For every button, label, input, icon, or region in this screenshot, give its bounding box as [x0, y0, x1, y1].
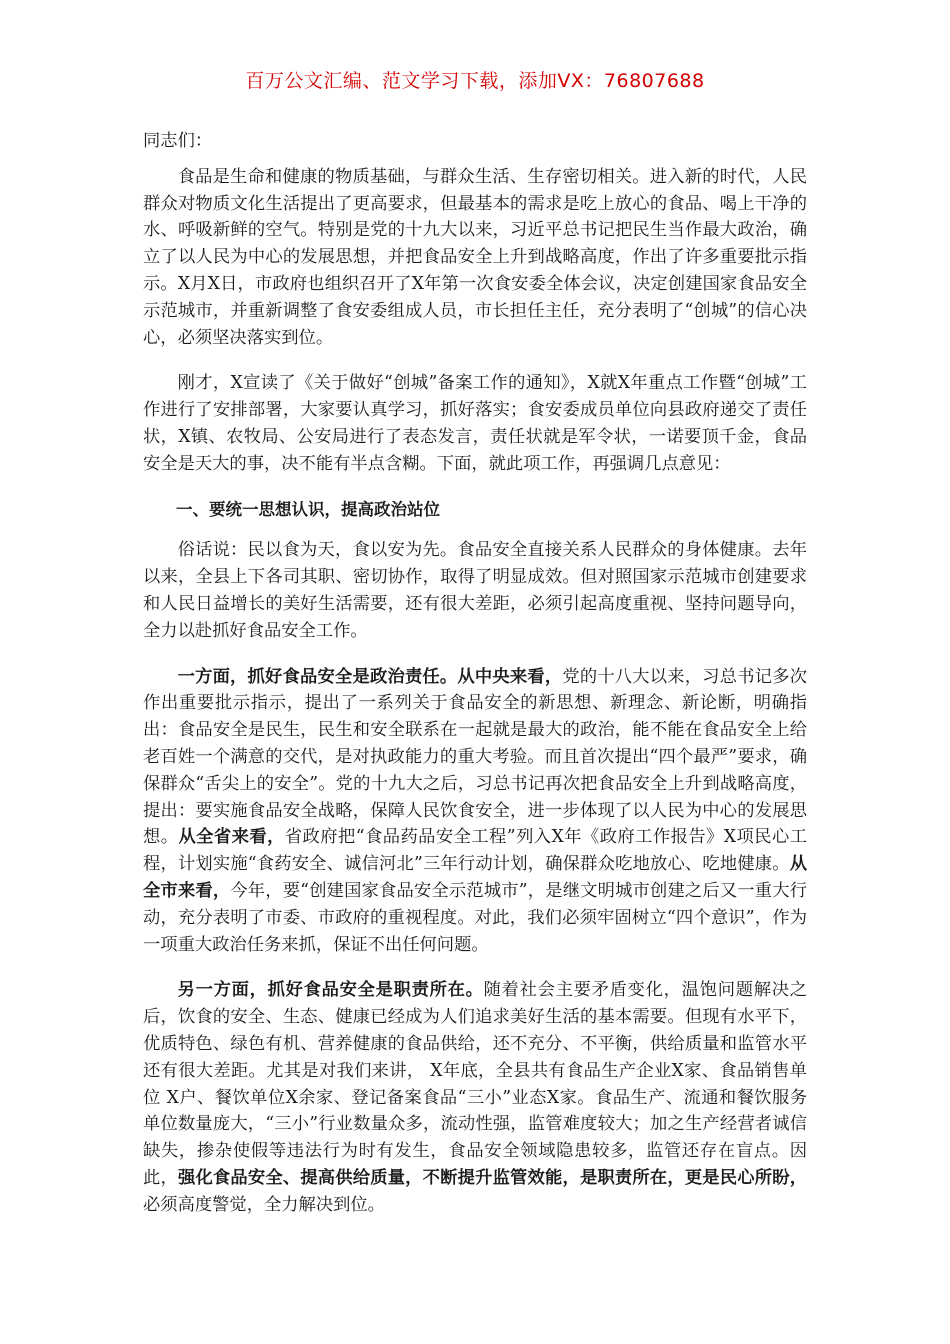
watermark-banner: 百万公文汇编、范文学习下载，添加VX：76807688 — [245, 70, 705, 92]
salutation: 同志们： — [143, 131, 213, 151]
text-central: 党的十八大以来，习总书记多次作出重要批示指示，提出了一系列关于食品安全的新思想、新理念、新论断，明确指出：食品安全是民生，民生和安全联系在一起就是最大的政治，能不能在食品安全上给老百姓一个满意的交代，是对执政能力的重大考验。而且首次提出“四个最严”要求，确保群众“舌尖上的安全”。党的十九大之后，习总书记再次把食品安全上升到战略高度，提出：要实施食品安全战略，保障人民饮食安全，进一步体现了以人民为中心的发展思想。 — [143, 666, 807, 848]
text-duty: 随着社会主要矛盾变化，温饱问题解决之后，饮食的安全、生态、健康已经成为人们追求美好生活的基本需要。但现有水平下，优质特色、绿色有机、营养健康的食品供给，还不充分、不平衡，供给质量和监管水平还有很大差距。尤其是对我们来讲， X年底，全县共有食品生产企业X家、食品销售单位 X户、餐饮单位X余家、登记备案食品“三小”业态X家。食品生产、流通和餐饮服务单位数量庞大，“三小”行业数量众多，流动性强，监管难度较大；加之生产经营者诚信缺失，掺杂使假等违法行为时有发生，食品安全领域隐患较多，监管还存在盲点。因此， — [143, 980, 807, 1188]
paragraph-duty — [143, 977, 807, 1218]
document-body — [143, 128, 807, 1237]
text-city: 今年，要“创建国家食品安全示范城市”，是继文明城市创建之后又一重大行动，充分表明了市委、市政府的重视程度。对此，我们必须牢固树立“四个意识”，作为一项重大政治任务来抓，保证不出任何问题。 — [143, 880, 807, 955]
text-conclusion: 必须高度警觉，全力解决到位。 — [143, 1194, 385, 1215]
bold-conclusion: 强化食品安全、提高供给质量，不断提升监管效能，是职责所在，更是民心所盼， — [177, 1167, 807, 1188]
bold-lead-city: 从全市来看， — [143, 854, 807, 901]
paragraph-context: 刚才，X宣读了《关于做好“创城”备案工作的通知》，X就X年重点工作暨“创城”工作进行了安排部署，大家要认真学习，抓好落实；食安委成员单位向县政府递交了责任状，X镇、农牧局、公安局进行了表态发言，责任状就是军令状，一诺要顶千金，食品安全是天大的事，决不能有半点含糊。下面，就此项工作，再强调几点意见： — [143, 373, 807, 474]
bold-lead-duty: 另一方面，抓好食品安全是职责所在。 — [177, 980, 484, 1001]
paragraph-political-responsibility — [143, 664, 807, 959]
paragraph-intro: 食品是生命和健康的物质基础，与群众生活、生存密切相关。进入新的时代，人民群众对物质文化生活提出了更高要求，但最基本的需求是吃上放心的食品、喝上干净的水、呼吸新鲜的空气。特别是党的十九大以来，习近平总书记把民生当作最大政治，确立了以人民为中心的发展思想，并把食品安全上升到战略高度，作出了许多重要批示指示。X月X日，市政府也组织召开了X年第一次食安委全体会议，决定创建国家食品安全示范城市，并重新调整了食安委组成人员，市长担任主任，充分表明了“创城”的信心决心，必须坚决落实到位。 — [143, 166, 807, 348]
text-province: 省政府把“食品药品安全工程”列入X年《政府工作报告》X项民心工程，计划实施“食药安全、诚信河北”三年行动计划，确保群众吃地放心、吃地健康。 — [143, 827, 807, 875]
bold-lead-province: 从全省来看， — [178, 827, 285, 848]
bold-lead-central: 一方面，抓好食品安全是政治责任。从中央来看， — [177, 666, 563, 687]
paragraph-section-1: 俗话说：民以食为天，食以安为先。食品安全直接关系人民群众的身体健康。去年以来，全县上下各司其职、密切协作，取得了明显成效。但对照国家示范城市创建要求和人民日益增长的美好生活需要，还有很大差距，必须引起高度重视、坚持问题导向，全力以赴抓好食品安全工作。 — [143, 540, 807, 641]
section-heading-1: 一、要统一思想认识，提高政治站位 — [176, 499, 440, 519]
